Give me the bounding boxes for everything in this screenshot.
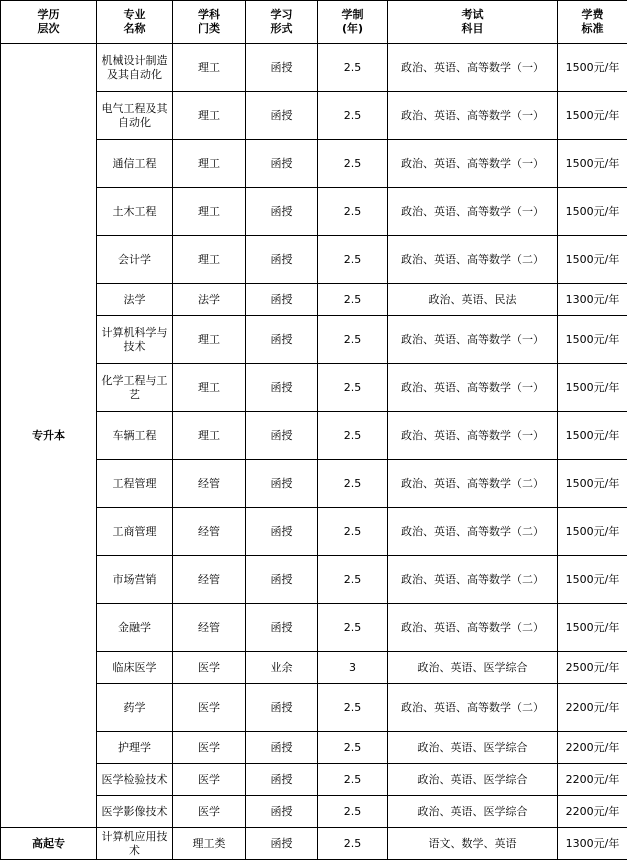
- years-cell: 2.5: [318, 316, 388, 364]
- major-cell: 医学检验技术: [97, 764, 173, 796]
- discipline-cell: 经管: [173, 460, 246, 508]
- subjects-cell: 政治、英语、医学综合: [388, 732, 558, 764]
- years-cell: 2.5: [318, 556, 388, 604]
- years-cell: 2.5: [318, 92, 388, 140]
- header-discipline-line1: 学科: [174, 8, 244, 22]
- subjects-cell: 政治、英语、医学综合: [388, 796, 558, 828]
- fee-cell: 1500元/年: [558, 364, 627, 412]
- header-major-line1: 专业: [98, 8, 171, 22]
- major-cell: 工程管理: [97, 460, 173, 508]
- subjects-cell: 政治、英语、高等数学（一）: [388, 188, 558, 236]
- years-cell: 2.5: [318, 604, 388, 652]
- mode-cell: 函授: [246, 732, 318, 764]
- major-cell: 会计学: [97, 236, 173, 284]
- mode-cell: 函授: [246, 684, 318, 732]
- discipline-cell: 理工: [173, 92, 246, 140]
- years-cell: 2.5: [318, 412, 388, 460]
- header-years-line2: (年): [319, 22, 386, 36]
- table-header: [1, 1, 627, 44]
- mode-cell: 函授: [246, 604, 318, 652]
- fee-cell: 1300元/年: [558, 284, 627, 316]
- header-fee-line1: 学费: [559, 8, 626, 22]
- header-fee: [558, 1, 627, 44]
- fee-cell: 2200元/年: [558, 732, 627, 764]
- years-cell: 2.5: [318, 364, 388, 412]
- mode-cell: 函授: [246, 508, 318, 556]
- header-discipline: [173, 1, 246, 44]
- years-cell: 3: [318, 652, 388, 684]
- subjects-cell: 政治、英语、高等数学（一）: [388, 44, 558, 92]
- discipline-cell: 医学: [173, 764, 246, 796]
- fee-cell: 2200元/年: [558, 796, 627, 828]
- table-row: [1, 44, 627, 92]
- fee-cell: 2200元/年: [558, 764, 627, 796]
- subjects-cell: 政治、英语、高等数学（二）: [388, 236, 558, 284]
- discipline-cell: 医学: [173, 796, 246, 828]
- mode-cell: 函授: [246, 460, 318, 508]
- discipline-cell: 经管: [173, 508, 246, 556]
- header-subjects-line2: 科目: [389, 22, 556, 36]
- years-cell: 2.5: [318, 508, 388, 556]
- major-cell: 临床医学: [97, 652, 173, 684]
- header-level-line1: 学历: [2, 8, 95, 22]
- discipline-cell: 法学: [173, 284, 246, 316]
- major-cell: 化学工程与工艺: [97, 364, 173, 412]
- years-cell: 2.5: [318, 44, 388, 92]
- subjects-cell: 政治、英语、医学综合: [388, 764, 558, 796]
- mode-cell: 函授: [246, 796, 318, 828]
- header-subjects: [388, 1, 558, 44]
- header-major: [97, 1, 173, 44]
- discipline-cell: 经管: [173, 604, 246, 652]
- fee-cell: 1500元/年: [558, 508, 627, 556]
- header-mode: [246, 1, 318, 44]
- major-cell: 机械设计制造及其自动化: [97, 44, 173, 92]
- discipline-cell: 医学: [173, 732, 246, 764]
- subjects-cell: 政治、英语、高等数学（二）: [388, 556, 558, 604]
- header-years-line1: 学制: [319, 8, 386, 22]
- major-cell: 车辆工程: [97, 412, 173, 460]
- discipline-cell: 经管: [173, 556, 246, 604]
- header-level-line2: 层次: [2, 22, 95, 36]
- mode-cell: 函授: [246, 284, 318, 316]
- fee-cell: 1500元/年: [558, 140, 627, 188]
- mode-cell: 函授: [246, 828, 318, 860]
- mode-cell: 函授: [246, 316, 318, 364]
- subjects-cell: 政治、英语、高等数学（二）: [388, 604, 558, 652]
- major-cell: 药学: [97, 684, 173, 732]
- subjects-cell: 政治、英语、高等数学（一）: [388, 92, 558, 140]
- fee-cell: 1500元/年: [558, 556, 627, 604]
- discipline-cell: 理工: [173, 44, 246, 92]
- years-cell: 2.5: [318, 140, 388, 188]
- discipline-cell: 理工: [173, 364, 246, 412]
- header-level: [1, 1, 97, 44]
- mode-cell: 函授: [246, 92, 318, 140]
- years-cell: 2.5: [318, 732, 388, 764]
- discipline-cell: 理工: [173, 236, 246, 284]
- header-row: [1, 1, 627, 44]
- subjects-cell: 政治、英语、高等数学（一）: [388, 364, 558, 412]
- major-cell: 计算机科学与技术: [97, 316, 173, 364]
- fee-cell: 1500元/年: [558, 604, 627, 652]
- major-cell: 工商管理: [97, 508, 173, 556]
- header-subjects-line1: 考试: [389, 8, 556, 22]
- header-major-line2: 名称: [98, 22, 171, 36]
- years-cell: 2.5: [318, 236, 388, 284]
- fee-cell: 1500元/年: [558, 92, 627, 140]
- table-row: [1, 828, 627, 860]
- fee-cell: 1500元/年: [558, 236, 627, 284]
- mode-cell: 函授: [246, 556, 318, 604]
- table-body: [1, 44, 627, 860]
- discipline-cell: 医学: [173, 652, 246, 684]
- major-cell: 法学: [97, 284, 173, 316]
- major-cell: 计算机应用技术: [97, 828, 173, 860]
- subjects-cell: 语文、数学、英语: [388, 828, 558, 860]
- discipline-cell: 理工类: [173, 828, 246, 860]
- subjects-cell: 政治、英语、高等数学（一）: [388, 316, 558, 364]
- subjects-cell: 政治、英语、高等数学（二）: [388, 508, 558, 556]
- fee-cell: 2200元/年: [558, 684, 627, 732]
- discipline-cell: 理工: [173, 140, 246, 188]
- mode-cell: 业余: [246, 652, 318, 684]
- fee-cell: 1500元/年: [558, 188, 627, 236]
- major-cell: 通信工程: [97, 140, 173, 188]
- mode-cell: 函授: [246, 236, 318, 284]
- mode-cell: 函授: [246, 412, 318, 460]
- major-cell: 金融学: [97, 604, 173, 652]
- years-cell: 2.5: [318, 684, 388, 732]
- fee-cell: 2500元/年: [558, 652, 627, 684]
- major-cell: 电气工程及其自动化: [97, 92, 173, 140]
- years-cell: 2.5: [318, 828, 388, 860]
- mode-cell: 函授: [246, 364, 318, 412]
- fee-cell: 1500元/年: [558, 412, 627, 460]
- years-cell: 2.5: [318, 796, 388, 828]
- major-cell: 护理学: [97, 732, 173, 764]
- mode-cell: 函授: [246, 188, 318, 236]
- major-cell: 医学影像技术: [97, 796, 173, 828]
- major-cell: 土木工程: [97, 188, 173, 236]
- discipline-cell: 理工: [173, 188, 246, 236]
- subjects-cell: 政治、英语、高等数学（一）: [388, 412, 558, 460]
- fee-cell: 1500元/年: [558, 44, 627, 92]
- discipline-cell: 理工: [173, 412, 246, 460]
- years-cell: 2.5: [318, 284, 388, 316]
- mode-cell: 函授: [246, 140, 318, 188]
- subjects-cell: 政治、英语、高等数学（一）: [388, 140, 558, 188]
- fee-cell: 1500元/年: [558, 460, 627, 508]
- subjects-cell: 政治、英语、医学综合: [388, 652, 558, 684]
- fee-cell: 1300元/年: [558, 828, 627, 860]
- years-cell: 2.5: [318, 764, 388, 796]
- education-level-cell: 专升本: [1, 44, 97, 828]
- subjects-cell: 政治、英语、民法: [388, 284, 558, 316]
- subjects-cell: 政治、英语、高等数学（二）: [388, 684, 558, 732]
- discipline-cell: 理工: [173, 316, 246, 364]
- education-level-cell: 高起专: [1, 828, 97, 860]
- mode-cell: 函授: [246, 764, 318, 796]
- subjects-cell: 政治、英语、高等数学（二）: [388, 460, 558, 508]
- header-mode-line2: 形式: [247, 22, 316, 36]
- header-mode-line1: 学习: [247, 8, 316, 22]
- major-cell: 市场营销: [97, 556, 173, 604]
- discipline-cell: 医学: [173, 684, 246, 732]
- header-discipline-line2: 门类: [174, 22, 244, 36]
- mode-cell: 函授: [246, 44, 318, 92]
- header-years: [318, 1, 388, 44]
- fee-cell: 1500元/年: [558, 316, 627, 364]
- years-cell: 2.5: [318, 460, 388, 508]
- header-fee-line2: 标准: [559, 22, 626, 36]
- years-cell: 2.5: [318, 188, 388, 236]
